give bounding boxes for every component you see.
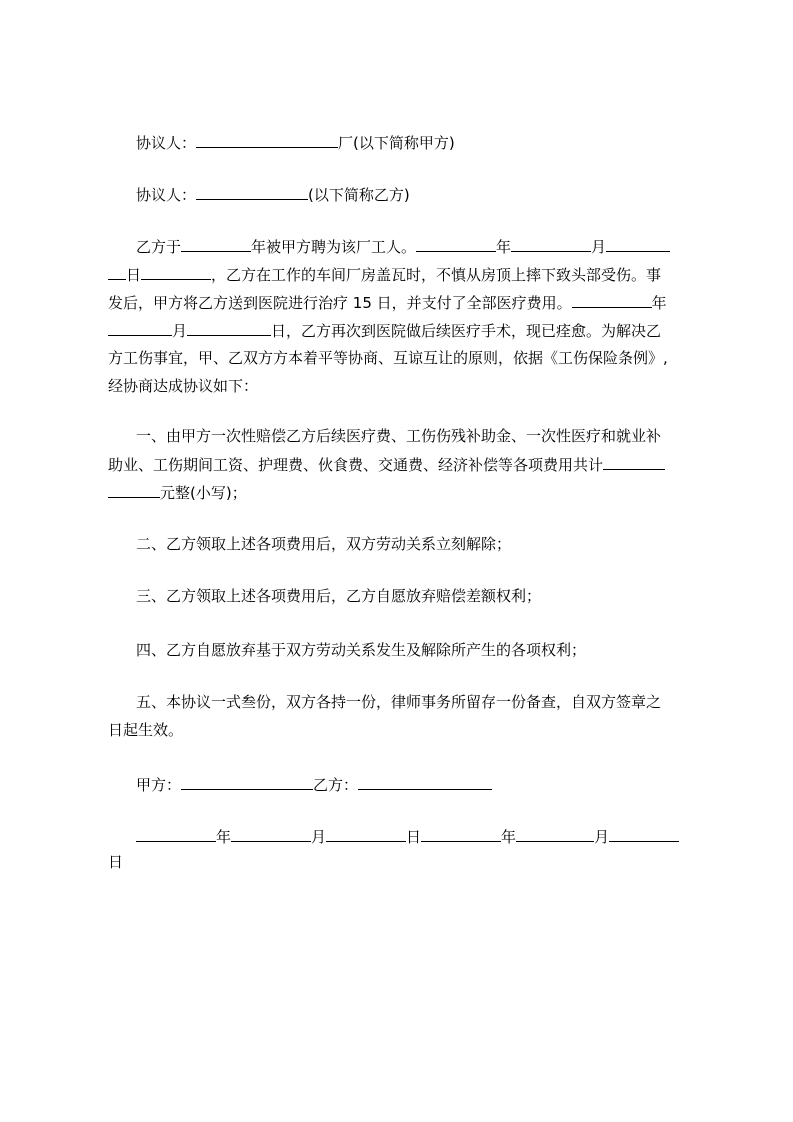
- blank[interactable]: [606, 236, 670, 252]
- party-a-suffix: 厂(以下简称甲方): [338, 134, 455, 152]
- intro-line-1: [108, 236, 731, 256]
- signature-line: [108, 774, 731, 794]
- intro-line-4: [108, 320, 703, 340]
- party-b-label: 协议人：: [136, 186, 197, 204]
- blank[interactable]: [181, 236, 251, 252]
- date-month-label: 月: [311, 828, 327, 846]
- date-day-label: 日: [126, 266, 142, 284]
- blank[interactable]: [326, 826, 406, 842]
- blank[interactable]: [136, 826, 216, 842]
- intro-text: ，乙方再次到医院做后续医疗手术，现已痊愈。为解决乙: [286, 322, 662, 340]
- date-year-label: 年: [216, 828, 232, 846]
- date-year-label: 年: [501, 828, 517, 846]
- clause-5-line-2: 日起生效。: [108, 721, 184, 739]
- date-day-label: 日: [271, 322, 287, 340]
- intro-line-2: [108, 264, 703, 284]
- intro-text: 发后，甲方将乙方送到医院进行治疗 15 日，并支付了全部医疗费用。: [108, 294, 572, 312]
- party-a-line: [108, 132, 731, 152]
- date-day-label: 日: [406, 828, 422, 846]
- clause-text: 助业、工伤期间工资、护理费、伙食费、交通费、经济补偿等各项费用共计: [108, 456, 604, 474]
- clause-5-line-1: 五、本协议一式叁份，双方各持一份，律师事务所留存一份备查，自双方签章之: [136, 693, 662, 711]
- blank[interactable]: [141, 264, 211, 280]
- party-b-line: [108, 184, 731, 204]
- date-year-label: 年: [496, 238, 512, 256]
- signature-party-a-blank[interactable]: [181, 774, 313, 790]
- blank[interactable]: [572, 292, 652, 308]
- date-month-label: 月: [594, 828, 610, 846]
- total-amount-blank[interactable]: [603, 454, 665, 470]
- party-a-blank[interactable]: [196, 132, 338, 148]
- date-month-label: 月: [591, 238, 607, 256]
- date-line: [108, 826, 731, 846]
- blank[interactable]: [511, 236, 591, 252]
- blank[interactable]: [421, 826, 501, 842]
- signature-party-b-label: 乙方：: [313, 776, 359, 794]
- clause-1-line-2: [108, 454, 703, 474]
- party-b-suffix: (以下简称乙方): [308, 186, 410, 204]
- signature-party-a-label: 甲方：: [136, 776, 182, 794]
- blank[interactable]: [516, 826, 594, 842]
- clause-2: 二、乙方领取上述各项费用后，双方劳动关系立刻解除；: [136, 535, 512, 553]
- intro-line-6: 经协商达成协议如下：: [108, 377, 259, 395]
- intro-text: 乙方于: [136, 238, 182, 256]
- intro-text: ，乙方在工作的车间厂房盖瓦时，不慎从房顶上摔下致头部受伤。事: [211, 266, 662, 284]
- date-year-label: 年: [651, 294, 667, 312]
- clause-3: 三、乙方领取上述各项费用后，乙方自愿放弃赔偿差额权利；: [136, 587, 542, 605]
- clause-1-line-1: 一、由甲方一次性赔偿乙方后续医疗费、工伤伤残补助金、一次性医疗和就业补: [136, 427, 662, 445]
- blank[interactable]: [108, 264, 126, 280]
- party-a-label: 协议人：: [136, 134, 197, 152]
- blank[interactable]: [416, 236, 496, 252]
- intro-line-3: [108, 292, 703, 312]
- total-amount-blank-cont[interactable]: [108, 482, 160, 498]
- party-b-blank[interactable]: [196, 184, 308, 200]
- blank[interactable]: [231, 826, 311, 842]
- intro-line-5: 方工伤事宜，甲、乙双方方本着平等协商、互谅互让的原则，依据《工伤保险条例》,: [108, 349, 668, 367]
- blank[interactable]: [187, 320, 271, 336]
- signature-party-b-blank[interactable]: [358, 774, 492, 790]
- clause-1-line-3: [108, 482, 703, 502]
- date-month-label: 月: [172, 322, 188, 340]
- blank[interactable]: [108, 320, 172, 336]
- date-line-2: 日: [108, 853, 124, 871]
- clause-text: 元整(小写)；: [160, 484, 247, 502]
- clause-4: 四、乙方自愿放弃基于双方劳动关系发生及解除所产生的各项权利；: [136, 641, 587, 659]
- blank[interactable]: [609, 826, 679, 842]
- intro-text: 年被甲方聘为该厂工人。: [251, 238, 417, 256]
